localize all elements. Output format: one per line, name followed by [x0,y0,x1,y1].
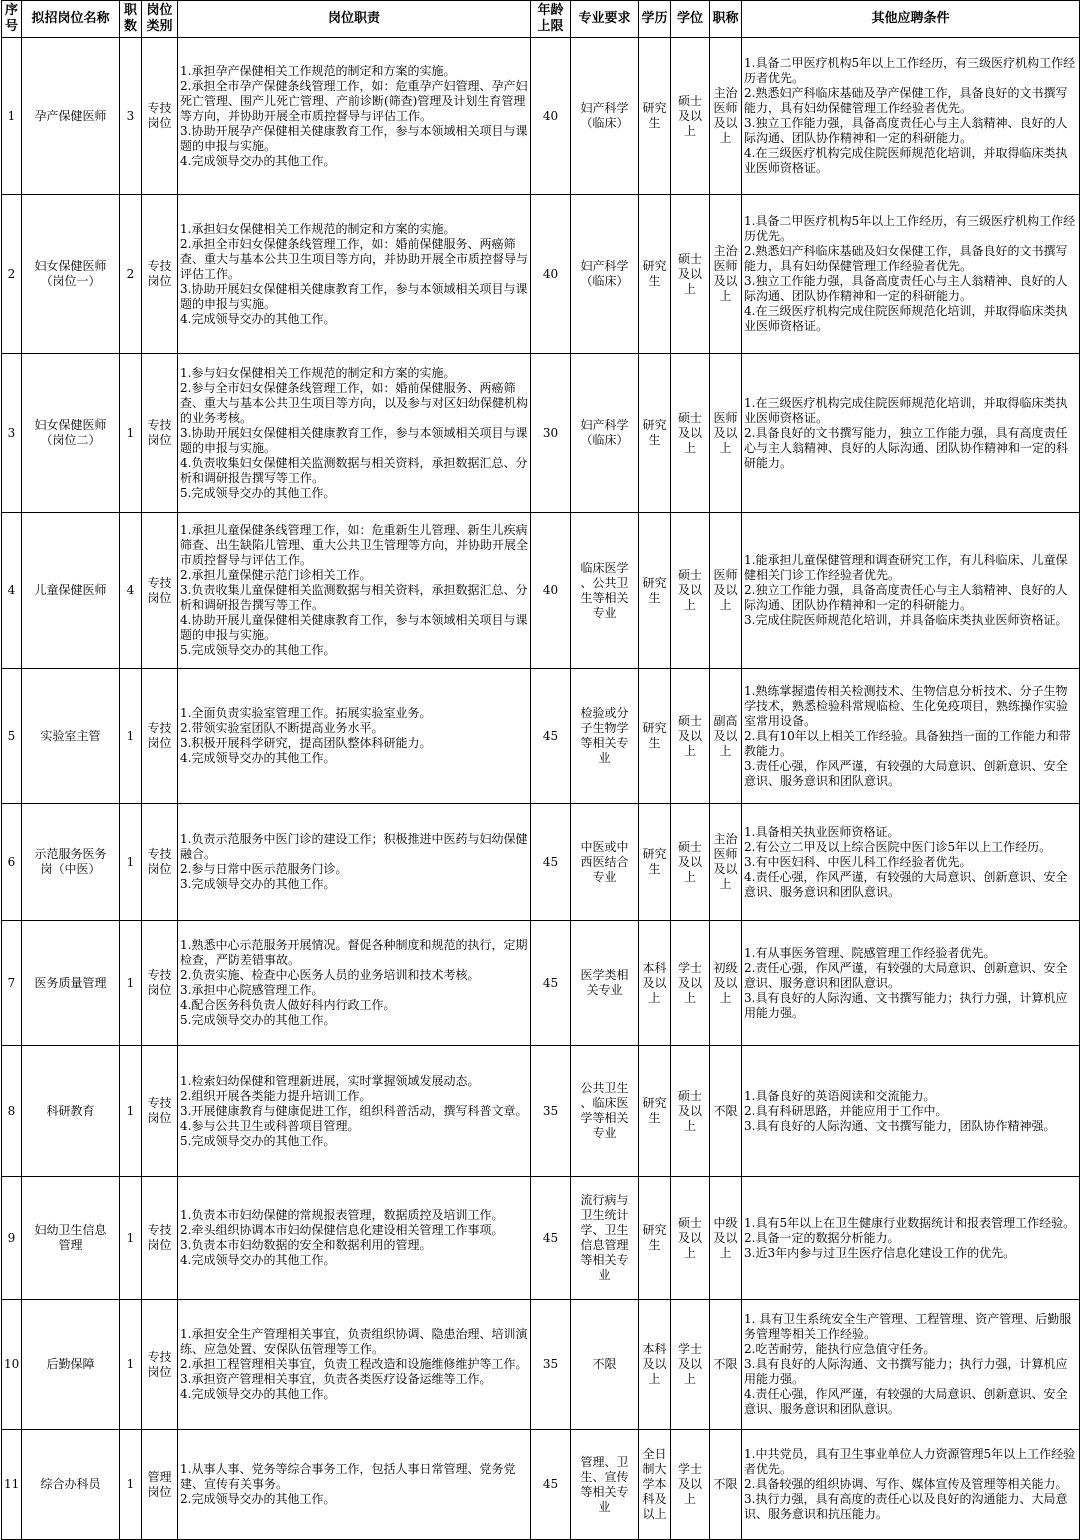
row-count: 3 [120,38,142,195]
row-major: 流行病与 卫生统计 学、卫生 信息管理 等相关专 业 [571,1177,639,1300]
table-row [2,804,1080,921]
row-degree: 硕士 及以 上 [671,195,710,354]
row-duties: 1.从事人事、党务等综合事务工作，包括人事日常管理、党务党建、宣传有关事务。 2.完成领导交办的其他工作。 [178,1430,531,1540]
row-age: 40 [531,195,571,354]
row-title: 不限 [710,1300,742,1430]
table-row [2,669,1080,804]
row-category: 专技 岗位 [142,1177,178,1300]
row-category: 专技 岗位 [142,1300,178,1430]
header-seq: 序 号 [2,1,22,38]
row-education: 研究 生 [639,354,671,513]
table-row [2,1177,1080,1300]
row-degree: 硕士 及以 上 [671,1177,710,1300]
row-category: 专技 岗位 [142,195,178,354]
table-row [2,921,1080,1046]
row-seq: 11 [2,1430,22,1540]
row-age: 30 [531,354,571,513]
row-duties: 1.承担孕产保健相关工作规范的制定和方案的实施。 2.承担全市孕产保健条线管理工作，如：危重孕产妇管理、孕产妇死亡管理、围产儿死亡管理、产前诊断(筛查)管理及计划生育管理等方向，并协助开展全市质控督导与评估工作。 3.协助开展孕产保健相关健康教育工作，参与本领域相关项目与课题的申报与实施。 4.完成领导交办的其他工作。 [178,38,531,195]
table-row [2,1300,1080,1430]
header-duties: 岗位职责 [178,1,531,38]
table-row [2,1430,1080,1540]
row-age: 35 [531,1300,571,1430]
row-position-name: 综合办科员 [22,1430,120,1540]
header-category: 岗位 类别 [142,1,178,38]
row-category: 专技 岗位 [142,513,178,669]
row-position-name: 医务质量管理 [22,921,120,1046]
row-seq: 1 [2,38,22,195]
row-degree: 硕士 及以 上 [671,804,710,921]
row-duties: 1.承担儿童保健条线管理工作，如：危重新生儿管理、新生儿疾病筛查、出生缺陷儿管理、重大公共卫生管理等方向，并协助开展全市质控督导与评估工作。 2.承担儿童保健示范门诊相关工作。 3.负责收集儿童保健相关监测数据与相关资料，承担数据汇总、分析和调研报告撰写等工作。 4.协助开展儿童保健相关健康教育工作，参与本领域相关项目与课题的申报与实施。 5.完成领导交办的其他工作。 [178,513,531,669]
row-degree: 硕士 及以 上 [671,354,710,513]
row-category: 专技 岗位 [142,38,178,195]
row-duties: 1.检索妇幼保健和管理新进展，实时掌握领域发展动态。 2.组织开展各类能力提升培训工作。 3.开展健康教育与健康促进工作，组织科普活动，撰写科普文章。 4.参与公共卫生或科普项目管理。 5.完成领导交办的其他工作。 [178,1046,531,1177]
row-seq: 3 [2,354,22,513]
header-other: 其他应聘条件 [742,1,1080,38]
row-position-name: 实验室主管 [22,669,120,804]
row-education: 研究 生 [639,195,671,354]
row-duties: 1.全面负责实验室管理工作。拓展实验室业务。 2.带领实验室团队不断提高业务水平。 3.积极开展科学研究，提高团队整体科研能力。 4.完成领导交办的其他工作。 [178,669,531,804]
row-duties: 1.承担妇女保健相关工作规范的制定和方案的实施。 2.承担全市妇女保健条线管理工作，如：婚前保健服务、两癌筛查、重大与基本公共卫生项目等方向，并协助开展全市质控督导与评估工作。 3.协助开展妇女保健相关健康教育工作，参与本领域相关项目与课题的申报与实施。 4.完成领导交办的其他工作。 [178,195,531,354]
row-position-name: 后勤保障 [22,1300,120,1430]
row-education: 研究 生 [639,513,671,669]
row-seq: 6 [2,804,22,921]
row-major: 检验或分 子生物学 等相关专 业 [571,669,639,804]
row-position-name: 科研教育 [22,1046,120,1177]
header-major: 专业要求 [571,1,639,38]
header-name: 拟招岗位名称 [22,1,120,38]
row-duties: 1.负责本市妇幼保健的常规报表管理，数据质控及培训工作。 2.牵头组织协调本市妇幼保健信息化建设相关管理工作事项。 3.负责本市妇幼数据的安全和数据利用的管理。 4.完成领导交办的其他工作。 [178,1177,531,1300]
row-category: 专技 岗位 [142,354,178,513]
row-seq: 8 [2,1046,22,1177]
row-major: 管理、卫 生、宣传 等相关专 业 [571,1430,639,1540]
row-age: 40 [531,513,571,669]
row-other-conditions: 1.能承担儿童保健管理和调查研究工作，有儿科临床、儿童保健相关门诊工作经验者优先。 2.独立工作能力强，具备高度责任心与主人翁精神、良好的人际沟通、团队协作精神和一定的科研能力。 3.完成住院医师规范化培训，并具备临床类执业医师资格证。 [742,513,1080,669]
table-header-row [2,1,1080,38]
row-age: 45 [531,804,571,921]
row-age: 35 [531,1046,571,1177]
row-other-conditions: 1.在三级医疗机构完成住院医师规范化培训，并取得临床类执业医师资格证。 2.具备良好的文书撰写能力，独立工作能力强，具有高度责任心与主人翁精神、良好的人际沟通、团队协作精神和一定的科研能力。 [742,354,1080,513]
row-seq: 9 [2,1177,22,1300]
row-category: 管理 岗位 [142,1430,178,1540]
row-count: 1 [120,1177,142,1300]
row-category: 专技 岗位 [142,804,178,921]
row-major: 不限 [571,1300,639,1430]
row-major: 妇产科学 （临床） [571,354,639,513]
row-education: 研究 生 [639,1177,671,1300]
row-title: 初级 及以 上 [710,921,742,1046]
row-degree: 硕士 及以 上 [671,1046,710,1177]
header-degree: 学位 [671,1,710,38]
row-age: 45 [531,1177,571,1300]
row-education: 本科 及以 上 [639,921,671,1046]
row-other-conditions: 1.具有5年以上在卫生健康行业数据统计和报表管理工作经验。 2.具备一定的数据分析能力。 3.近3年内参与过卫生医疗信息化建设工作的优先。 [742,1177,1080,1300]
row-category: 专技 岗位 [142,921,178,1046]
row-position-name: 示范服务医务 岗（中医） [22,804,120,921]
row-degree: 硕士 及以 上 [671,38,710,195]
row-education: 研究 生 [639,804,671,921]
row-education: 全日 制大 学本 科及 以上 [639,1430,671,1540]
row-education: 研究 生 [639,38,671,195]
row-degree: 硕士 及以 上 [671,513,710,669]
row-major: 临床医学 、公共卫 生等相关 专业 [571,513,639,669]
table-body [2,38,1080,1540]
row-count: 1 [120,921,142,1046]
row-count: 1 [120,804,142,921]
row-title: 主治 医师 及以 上 [710,195,742,354]
row-category: 专技 岗位 [142,669,178,804]
table-row [2,354,1080,513]
row-count: 1 [120,1300,142,1430]
row-position-name: 儿童保健医师 [22,513,120,669]
header-title: 职称 [710,1,742,38]
header-age: 年龄 上限 [531,1,571,38]
row-other-conditions: 1.具备良好的英语阅读和交流能力。 2.具有科研思路，并能应用于工作中。 3.具有良好的人际沟通、文书撰写能力，团队协作精神强。 [742,1046,1080,1177]
row-title: 不限 [710,1430,742,1540]
row-count: 1 [120,669,142,804]
row-duties: 1.参与妇女保健相关工作规范的制定和方案的实施。 2.参与全市妇女保健条线管理工作，如：婚前保健服务、两癌筛查、重大与基本公共卫生项目等方向，以及参与对区妇幼保健机构的业务考核。 3.协助开展妇女保健相关健康教育工作，参与本领域相关项目与课题的申报与实施。 4.负责收集妇女保健相关监测数据与相关资料，承担数据汇总、分析和调研报告撰写等工作。 5.完成领导交办的其他工作。 [178,354,531,513]
table-row [2,513,1080,669]
row-major: 公共卫生 、临床医 学等相关 专业 [571,1046,639,1177]
row-count: 1 [120,1046,142,1177]
row-education: 本科 及以 上 [639,1300,671,1430]
row-major: 医学类相 关专业 [571,921,639,1046]
row-other-conditions: 1. 具有卫生系统安全生产管理、工程管理、资产管理、后勤服务管理等相关工作经验。 2.吃苦耐劳，能执行应急值守任务。 3.具有良好的人际沟通、文书撰写能力；执行力强，计算机应用能力强。 4.责任心强，作风严谨，有较强的大局意识、创新意识、安全意识、服务意识和团队意识。 [742,1300,1080,1430]
row-seq: 7 [2,921,22,1046]
row-seq: 5 [2,669,22,804]
row-title: 医师 及以 上 [710,513,742,669]
row-other-conditions: 1.具备二甲医疗机构5年以上工作经历，有三级医疗机构工作经历者优先。 2.熟悉妇产科临床基础及孕产保健工作，具备良好的文书撰写能力，具有妇幼保健管理工作经验者优先。 3.独立工作能力强，具备高度责任心与主人翁精神、良好的人际沟通、团队协作精神和一定的科研能力。 4.在三级医疗机构完成住院医师规范化培训，并取得临床类执业医师资格证。 [742,38,1080,195]
row-count: 2 [120,195,142,354]
table-row [2,1046,1080,1177]
row-degree: 学士 及以 上 [671,1430,710,1540]
recruitment-table [1,0,1080,1540]
row-seq: 10 [2,1300,22,1430]
table-row [2,38,1080,195]
row-major: 妇产科学 （临床） [571,38,639,195]
row-category: 专技 岗位 [142,1046,178,1177]
row-count: 4 [120,513,142,669]
row-position-name: 妇女保健医师 （岗位一） [22,195,120,354]
row-age: 45 [531,1430,571,1540]
row-education: 研究 生 [639,669,671,804]
row-title: 不限 [710,1046,742,1177]
row-seq: 4 [2,513,22,669]
row-age: 45 [531,921,571,1046]
row-position-name: 孕产保健医师 [22,38,120,195]
row-other-conditions: 1.中共党员，具有卫生事业单位人力资源管理5年以上工作经验者优先。 2.具备较强的组织协调、写作、媒体宣传及管理等相关能力。 3.执行力强，具有高度的责任心以及良好的沟通能力、大局意识、服务意识和抗压能力。 [742,1430,1080,1540]
row-degree: 学士 及以 上 [671,921,710,1046]
row-other-conditions: 1.具备二甲医疗机构5年以上工作经历，有三级医疗机构工作经历优先。 2.熟悉妇产科临床基础及妇女保健工作，具备良好的文书撰写能力，具有妇幼保健管理工作经验者优先。 3.独立工作能力强，具备高度责任心与主人翁精神、良好的人际沟通、团队协作精神和一定的科研能力。 4.在三级医疗机构完成住院医师规范化培训，并取得临床类执业医师资格证。 [742,195,1080,354]
row-other-conditions: 1.有从事医务管理、院感管理工作经验者优先。 2.责任心强，作风严谨，有较强的大局意识、创新意识、安全意识、服务意识和团队意识。 3.具有良好的人际沟通、文书撰写能力；执行力强，计算机应用能力强。 [742,921,1080,1046]
row-title: 医师 及以 上 [710,354,742,513]
row-position-name: 妇女保健医师 （岗位二） [22,354,120,513]
row-title: 主治 医师 及以 上 [710,804,742,921]
row-age: 40 [531,38,571,195]
row-position-name: 妇幼卫生信息 管理 [22,1177,120,1300]
header-education: 学历 [639,1,671,38]
row-title: 主治 医师 及以 上 [710,38,742,195]
row-age: 45 [531,669,571,804]
row-duties: 1.熟悉中心示范服务开展情况。督促各种制度和规范的执行，定期检查，严防差错事故。 2.负责实施、检查中心医务人员的业务培训和技术考核。 3.承担中心院感管理工作。 4.配合医务科负责人做好科内行政工作。 5.完成领导交办的其他工作。 [178,921,531,1046]
row-education: 研究 生 [639,1046,671,1177]
row-title: 副高 及以 上 [710,669,742,804]
row-duties: 1.负责示范服务中医门诊的建设工作；积极推进中医药与妇幼保健融合。 2.参与日常中医示范服务门诊。 3.完成领导交办的其他工作。 [178,804,531,921]
row-duties: 1.承担安全生产管理相关事宜，负责组织协调、隐患治理、培训演练、应急处置、安保队伍管理等工作。 2.承担工程管理相关事宜，负责工程改造和设施维修维护等工作。 3.承担资产管理相关事宜，负责各类医疗设备运维等工作。 4.完成领导交办的其他工作。 [178,1300,531,1430]
row-major: 妇产科学 （临床） [571,195,639,354]
row-count: 1 [120,354,142,513]
row-degree: 学士 及以 上 [671,1300,710,1430]
row-major: 中医或中 西医结合 专业 [571,804,639,921]
row-other-conditions: 1.具备相关执业医师资格证。 2.有公立二甲及以上综合医院中医门诊5年以上工作经历。 3.有中医妇科、中医儿科工作经验者优先。 4.责任心强，作风严谨，有较强的大局意识、创新意识、安全意识、服务意识和团队意识。 [742,804,1080,921]
row-other-conditions: 1.熟练掌握遗传相关检测技术、生物信息分析技术、分子生物学技术，熟悉检验科常规临检、生化免疫项目，熟练操作实验室常用设备。 2.具有10年以上相关工作经验。具备独挡一面的工作能力和带教能力。 3.责任心强，作风严谨，有较强的大局意识、创新意识、安全意识、服务意识和团队意识。 [742,669,1080,804]
row-title: 中级 及以 上 [710,1177,742,1300]
header-count: 职 数 [120,1,142,38]
row-count: 1 [120,1430,142,1540]
row-seq: 2 [2,195,22,354]
row-degree: 硕士 及以 上 [671,669,710,804]
table-row [2,195,1080,354]
